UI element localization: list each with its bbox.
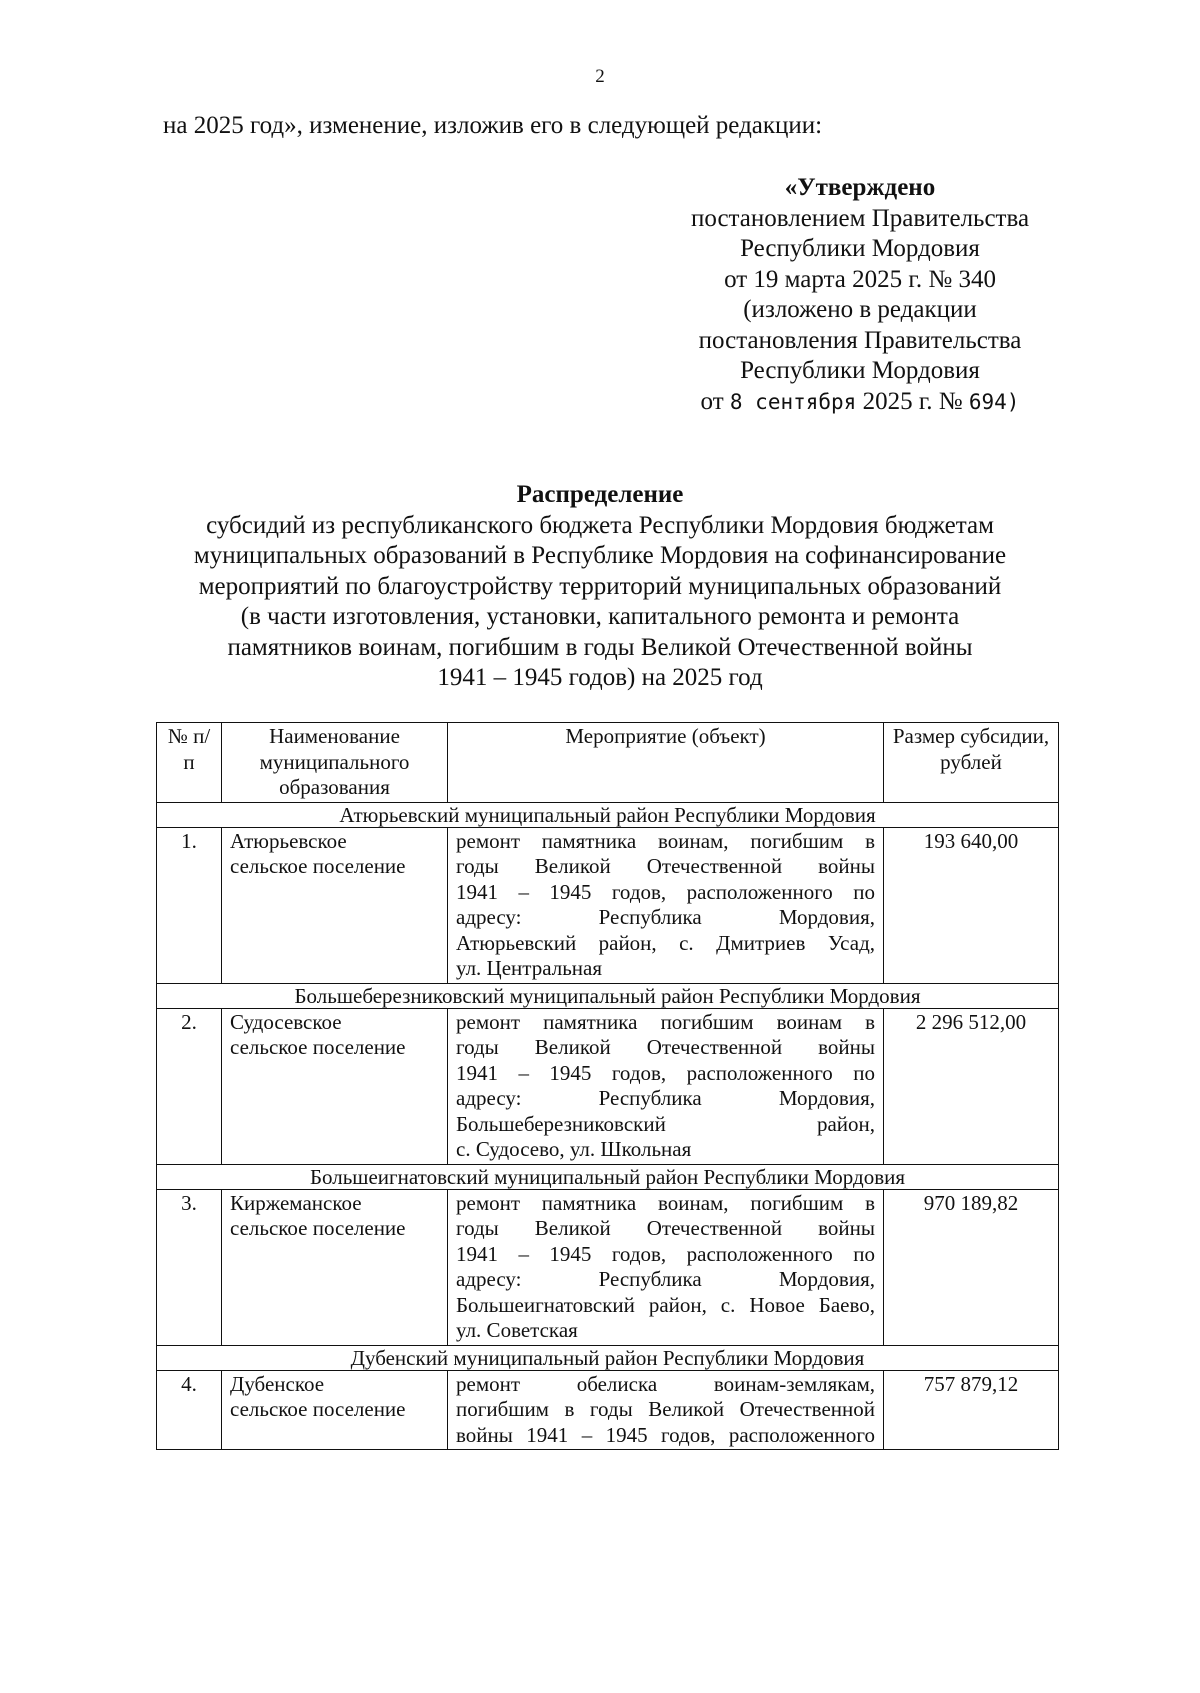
page-number: 2 [595, 66, 605, 87]
document-subtitle-line: мероприятий по благоустройству территорий муниципальных образований [198, 572, 1002, 600]
district-row [157, 1164, 1059, 1189]
event-line: годы Великой Отечественной войны [456, 1035, 875, 1059]
approval-number-stamp: 694) [968, 389, 1020, 414]
row-number: 3. [157, 1189, 222, 1345]
event-line: 1941 – 1945 годов, расположенного по [456, 879, 875, 904]
header-event: Мероприятие (объект) [448, 723, 884, 803]
event-line: Большеигнатовский район, с. Новое Баево, [456, 1292, 875, 1317]
event-description [448, 1370, 884, 1450]
approval-title: «Утверждено [784, 174, 936, 201]
event-line: адресу: Республика Мордовия, [456, 1086, 875, 1110]
approval-line: Республики Мордовия [740, 235, 980, 262]
event-line: адресу: Республика Мордовия, [456, 905, 875, 929]
subsidy-amount: 2 296 512,00 [884, 1008, 1059, 1164]
municipality-name [222, 827, 448, 983]
header-name: Наименование муниципального образования [222, 723, 448, 803]
district-name: Дубенский муниципальный район Республики Мордовия [157, 1345, 1059, 1370]
event-line: ремонт памятника воинам, погибшим в [456, 1190, 875, 1215]
approval-line: постановлением Правительства [690, 204, 1030, 232]
document-subtitle-line: (в части изготовления, установки, капитального ремонта и ремонта [240, 603, 960, 630]
municipality-name-line: сельское поселение [230, 854, 406, 878]
row-number: 4. [157, 1370, 222, 1450]
approval-line: постановления Правительства [698, 326, 1022, 354]
document-subtitle-line: субсидий из республиканского бюджета Республики Мордовия бюджетам [206, 511, 994, 539]
table-header-row [157, 723, 1059, 803]
event-line: Атюрьевский район, с. Дмитриев Усад, [456, 930, 875, 955]
approval-date-prefix: от [700, 387, 724, 415]
municipality-name-line: сельское поселение [230, 1035, 406, 1059]
approval-date-line [630, 387, 1090, 418]
approval-date-stamp: 8 сентября [729, 389, 857, 414]
event-line: Большеберезниковский район, [456, 1111, 875, 1136]
municipality-name [222, 1008, 448, 1164]
event-line: ремонт памятника воинам, погибшим в [456, 828, 875, 853]
event-line: адресу: Республика Мордовия, [456, 1267, 875, 1291]
district-row [157, 983, 1059, 1008]
distribution-table [156, 722, 1059, 1450]
event-line: с. Судосево, ул. Школьная [456, 1137, 692, 1161]
district-row [157, 1345, 1059, 1370]
event-line: 1941 – 1945 годов, расположенного по [456, 1241, 875, 1266]
municipality-name-line: Дубенское [230, 1371, 325, 1396]
document-title-block [170, 480, 1030, 694]
event-description [448, 827, 884, 983]
document-heading: Распределение [516, 481, 684, 508]
intro-line: на 2025 год», изменение, изложив его в следующей редакции: [163, 112, 823, 139]
event-line: ул. Центральная [456, 956, 602, 980]
subsidy-amount: 970 189,82 [884, 1189, 1059, 1345]
event-line: ремонт обелиска воинам-землякам, [456, 1371, 875, 1396]
approval-line: (изложено в редакции [743, 296, 977, 323]
municipality-name-line: Атюрьевское [230, 828, 347, 853]
event-description [448, 1189, 884, 1345]
district-name: Большеберезниковский муниципальный район Республики Мордовия [157, 983, 1059, 1008]
event-description [448, 1008, 884, 1164]
document-subtitle-line: памятников воинам, погибшим в годы Великой Отечественной войны [227, 633, 973, 661]
approval-line: от 19 марта 2025 г. № 340 [724, 265, 996, 293]
municipality-name-line: Киржеманское [230, 1190, 362, 1215]
district-name: Атюрьевский муниципальный район Республики Мордовия [157, 802, 1059, 827]
event-line: 1941 – 1945 годов, расположенного по [456, 1060, 875, 1085]
approval-line: Республики Мордовия [740, 357, 980, 384]
approval-block [630, 173, 1090, 417]
municipality-name-line: Судосевское [230, 1009, 342, 1034]
municipality-name-line: сельское поселение [230, 1216, 406, 1240]
row-number: 2. [157, 1008, 222, 1164]
district-name: Большеигнатовский муниципальный район Республики Мордовия [157, 1164, 1059, 1189]
table-row [157, 827, 1059, 983]
subsidy-amount: 757 879,12 [884, 1370, 1059, 1450]
document-subtitle-line: муниципальных образований в Республике Мордовия на софинансирование [193, 542, 1007, 569]
table-row [157, 1008, 1059, 1164]
subsidy-amount: 193 640,00 [884, 827, 1059, 983]
municipality-name-line: сельское поселение [230, 1397, 406, 1421]
table-row [157, 1370, 1059, 1450]
event-line: войны 1941 – 1945 годов, расположенного [456, 1422, 875, 1447]
event-line: ул. Советская [456, 1318, 578, 1342]
municipality-name [222, 1189, 448, 1345]
header-amount: Размер субсидии, рублей [884, 723, 1059, 803]
event-line: годы Великой Отечественной войны [456, 1216, 875, 1240]
row-number: 1. [157, 827, 222, 983]
document-subtitle-line: 1941 – 1945 годов) на 2025 год [437, 664, 763, 691]
approval-date-year: 2025 г. № [862, 387, 963, 415]
event-line: годы Великой Отечественной войны [456, 854, 875, 878]
district-row [157, 802, 1059, 827]
event-line: погибшим в годы Великой Отечественной [456, 1397, 875, 1421]
table-row [157, 1189, 1059, 1345]
municipality-name [222, 1370, 448, 1450]
header-num: № п/п [157, 723, 222, 803]
event-line: ремонт памятника погибшим воинам в [456, 1009, 875, 1034]
